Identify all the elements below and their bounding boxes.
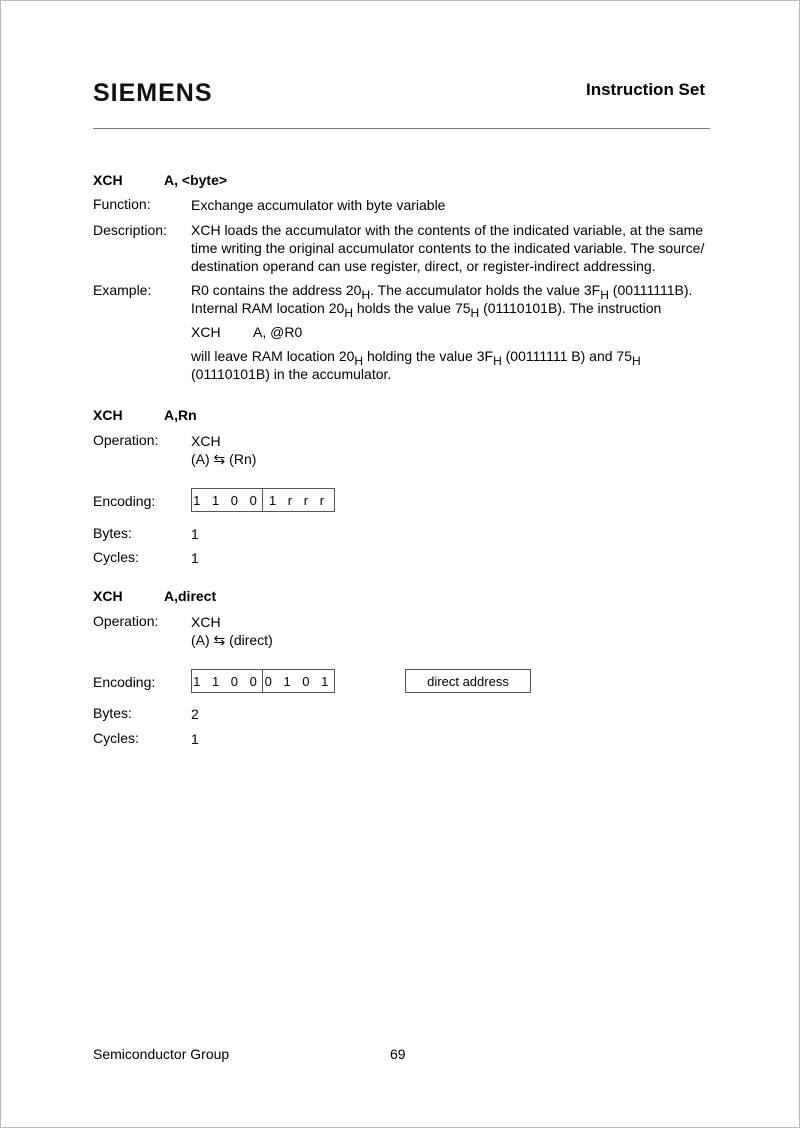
operation-text: XCH (A) ⇆ (direct) — [191, 614, 273, 648]
section1-mnemonic: XCH — [93, 172, 123, 188]
section2-mnemonic: XCH — [93, 407, 123, 423]
encoding-label: Encoding: — [93, 674, 156, 690]
encoding-box: 1 1 0 0 0 1 0 1 — [191, 669, 335, 693]
example-code-op: XCH — [191, 324, 221, 340]
cycles-value: 1 — [191, 550, 199, 566]
footer-group: Semiconductor Group — [93, 1046, 230, 1062]
operation-label: Operation: — [93, 432, 159, 448]
operation-text: XCH (A) ⇆ (Rn) — [191, 433, 257, 467]
encoding-label: Encoding: — [93, 493, 156, 509]
function-text: Exchange accumulator with byte variable — [191, 197, 446, 213]
bytes-value: 1 — [191, 526, 199, 542]
section2-operands: A,Rn — [164, 407, 197, 423]
section1-operands: A, <byte> — [164, 172, 228, 188]
header-rule — [93, 128, 710, 129]
bytes-label: Bytes: — [93, 525, 132, 541]
page-header-title: Instruction Set — [586, 80, 706, 99]
bytes-value: 2 — [191, 706, 199, 722]
section3-operands: A,direct — [164, 588, 217, 604]
cycles-label: Cycles: — [93, 549, 139, 565]
bytes-label: Bytes: — [93, 705, 132, 721]
example-code-arg: A, @R0 — [253, 324, 303, 340]
cycles-label: Cycles: — [93, 730, 139, 746]
direct-address-box: direct address — [405, 669, 531, 693]
cycles-value: 1 — [191, 731, 199, 747]
description-label: Description: — [93, 222, 167, 238]
function-label: Function: — [93, 196, 151, 212]
description-text: XCH loads the accumulator with the contents of the indicated variable, at the same time writing the original accumulator contents to the indicated variable. The source/ destination operand can use register, direct, or register-indirect addressing. — [191, 222, 705, 274]
encoding-box: 1 1 0 0 1 r r r — [191, 488, 335, 512]
example-text: R0 contains the address $20_H$. The accumulator holds the value $3F_H$ (00111111B). Internal RAM location $20_H$ holds the value $75_H$ (01110101B). The instruction XCH A, @R0 will leave RAM location $20_H$ holding the value $3F_H$ (00111111 B) and $75_H$ (01110101B) in the accumulator. — [191, 282, 693, 382]
section3-mnemonic: XCH — [93, 588, 123, 604]
page-number: 69 — [390, 1046, 406, 1062]
example-label: Example: — [93, 282, 152, 298]
siemens-logo: SIEMENS — [93, 79, 213, 107]
operation-label: Operation: — [93, 613, 159, 629]
